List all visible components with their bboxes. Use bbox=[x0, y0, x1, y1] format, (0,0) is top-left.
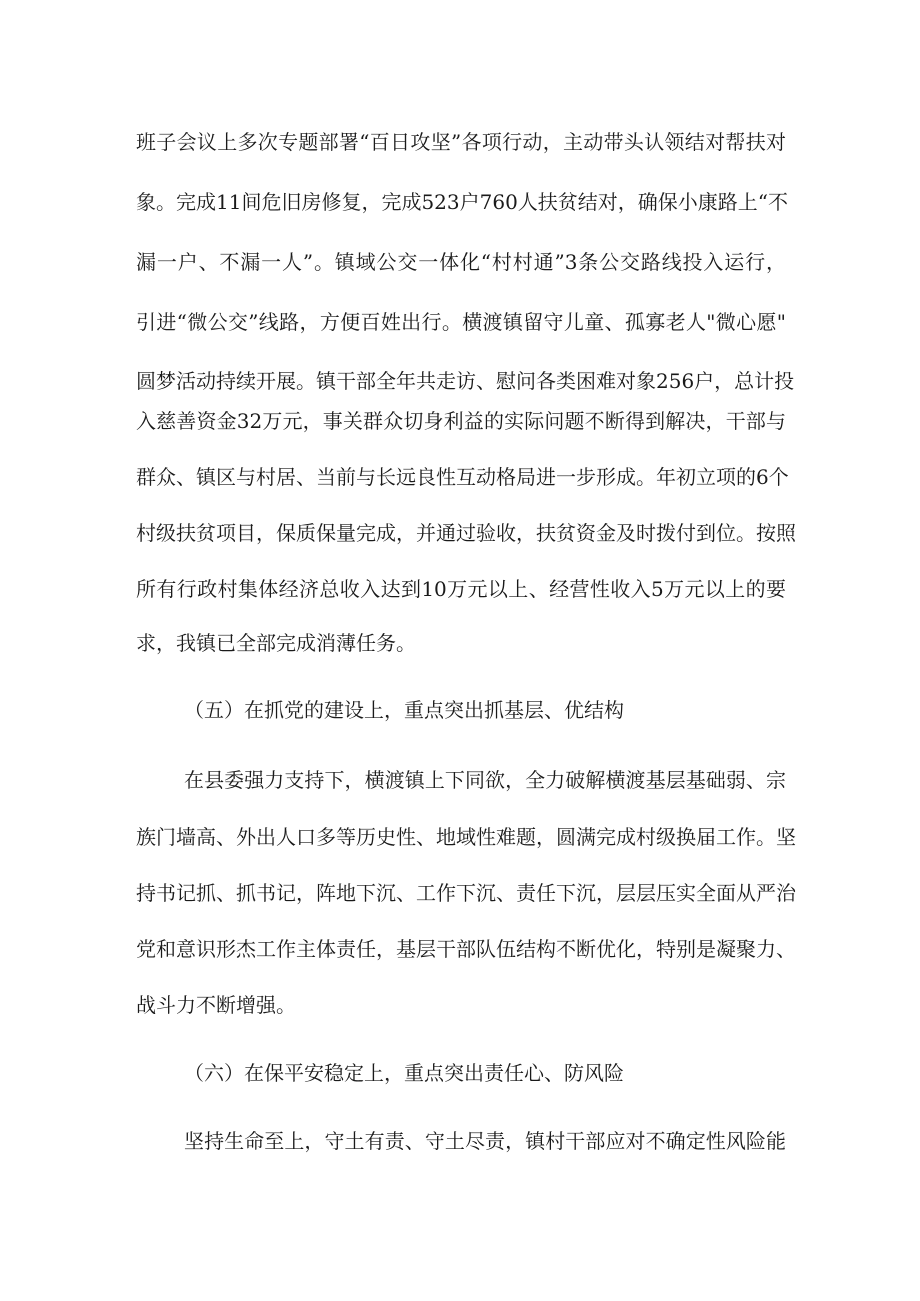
paragraph-line bbox=[0, 457, 920, 497]
paragraph-text: 村级扶贫项目，保质保量完成，并通过验收，扶贫资金及时拨付到位。按照 bbox=[136, 521, 796, 545]
paragraph-text: 在县委强力支持下，横渡镇上下同欲，全力破解横渡基层基础弱、宗 bbox=[184, 768, 786, 792]
section-heading-text: （五）在抓党的建设上，重点突出抓基层、优结构 bbox=[184, 698, 624, 722]
paragraph-text: 圆梦活动持续开展。镇干部全年共走访、慰问各类困难对象256户，总计投 bbox=[136, 369, 795, 393]
paragraph-text: 漏一户、不漏一人”。镇域公交一体化“村村通”3条公交路线投入运行， bbox=[136, 250, 786, 274]
paragraph-text: 班子会议上多次专题部署“百日攻坚”各项行动，主动带头认领结对帮扶对 bbox=[136, 130, 786, 154]
paragraph-line bbox=[0, 760, 920, 800]
paragraph-text: 象。完成11间危旧房修复，完成523户760人扶贫结对，确保小康路上“不 bbox=[136, 190, 789, 214]
paragraph-line bbox=[0, 513, 920, 553]
paragraph-line bbox=[0, 361, 920, 401]
paragraph-line bbox=[0, 985, 920, 1025]
paragraph-line bbox=[0, 242, 920, 282]
paragraph-text: 群众、镇区与村居、当前与长远良性互动格局进一步形成。年初立项的6个 bbox=[136, 465, 789, 489]
paragraph-text: 战斗力不断增强。 bbox=[136, 993, 296, 1017]
paragraph-line bbox=[0, 1121, 920, 1161]
paragraph-line bbox=[0, 569, 920, 609]
paragraph-text: 求，我镇已全部完成消薄任务。 bbox=[136, 631, 416, 655]
paragraph-line bbox=[0, 817, 920, 857]
paragraph-text: 族门墙高、外出人口多等历史性、地域性难题，圆满完成村级换届工作。坚 bbox=[136, 825, 796, 849]
paragraph-line bbox=[0, 623, 920, 663]
paragraph-line bbox=[0, 873, 920, 913]
paragraph-line bbox=[0, 122, 920, 162]
paragraph-text: 引进“微公交”线路，方便百姓出行。横渡镇留守儿童、孤寡老人"微心愿" bbox=[136, 310, 786, 334]
paragraph-text: 党和意识形杰工作主体责任，基层干部队伍结构不断优化，特别是凝聚力、 bbox=[136, 937, 796, 961]
paragraph-text: 所有行政村集体经济总收入达到10万元以上、经营性收入5万元以上的要 bbox=[136, 577, 786, 601]
paragraph-line bbox=[0, 302, 920, 342]
paragraph-text: 坚持生命至上，守土有责、守土尽责，镇村干部应对不确定性风险能 bbox=[184, 1129, 786, 1153]
section-heading-text: （六）在保平安稳定上，重点突出责任心、防风险 bbox=[184, 1061, 624, 1085]
section-heading bbox=[0, 690, 920, 730]
paragraph-text: 持书记抓、抓书记，阵地下沉、工作下沉、责任下沉，层层压实全面从严治 bbox=[136, 881, 796, 905]
paragraph-line bbox=[0, 401, 920, 441]
paragraph-line bbox=[0, 182, 920, 222]
paragraph-line bbox=[0, 929, 920, 969]
paragraph-text: 入慈善资金32万元，事关群众切身利益的实际问题不断得到解决，干部与 bbox=[136, 409, 786, 433]
section-heading bbox=[0, 1053, 920, 1093]
